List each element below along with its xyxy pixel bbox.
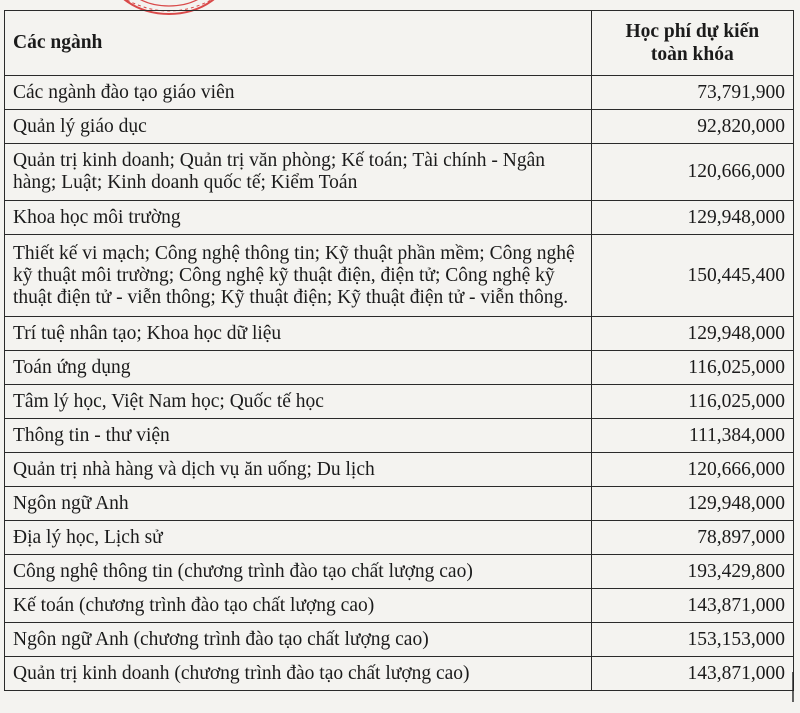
table-row — [5, 385, 794, 419]
fee-cell: 78,897,000 — [591, 521, 793, 555]
fee-cell: 150,445,400 — [591, 235, 793, 317]
table-row — [5, 521, 794, 555]
table-row — [5, 110, 794, 144]
edge-mark — [792, 672, 800, 702]
fee-cell: 120,666,000 — [591, 144, 793, 201]
fee-cell: 129,948,000 — [591, 317, 793, 351]
table-row — [5, 487, 794, 521]
fee-cell: 120,666,000 — [591, 453, 793, 487]
fee-cell: 153,153,000 — [591, 623, 793, 657]
major-cell: Quản trị kinh doanh; Quản trị văn phòng; Kế toán; Tài chính - Ngân hàng; Luật; Kinh doanh quốc tế; Kiểm Toán — [5, 144, 592, 201]
major-cell: Quản trị nhà hàng và dịch vụ ăn uống; Du lịch — [5, 453, 592, 487]
table-row — [5, 589, 794, 623]
fee-cell: 111,384,000 — [591, 419, 793, 453]
fee-cell: 143,871,000 — [591, 589, 793, 623]
column-header-fee — [591, 11, 793, 76]
fee-cell: 92,820,000 — [591, 110, 793, 144]
major-cell: Thông tin - thư viện — [5, 419, 592, 453]
fee-cell: 129,948,000 — [591, 201, 793, 235]
fee-cell: 129,948,000 — [591, 487, 793, 521]
major-cell: Các ngành đào tạo giáo viên — [5, 76, 592, 110]
table-row — [5, 657, 794, 691]
table-row — [5, 76, 794, 110]
table-header-row — [5, 11, 794, 76]
fee-cell: 143,871,000 — [591, 657, 793, 691]
table-row — [5, 201, 794, 235]
table-row — [5, 419, 794, 453]
fee-cell: 193,429,800 — [591, 555, 793, 589]
fee-cell: 116,025,000 — [591, 385, 793, 419]
table-row — [5, 623, 794, 657]
fee-header-line2: toàn khóa — [650, 44, 734, 65]
fee-cell: 73,791,900 — [591, 76, 793, 110]
table-row — [5, 351, 794, 385]
tuition-fee-table — [4, 10, 794, 691]
major-cell: Quản lý giáo dục — [5, 110, 592, 144]
major-cell: Khoa học môi trường — [5, 201, 592, 235]
major-cell: Quản trị kinh doanh (chương trình đào tạo chất lượng cao) — [5, 657, 592, 691]
major-cell: Toán ứng dụng — [5, 351, 592, 385]
table-row — [5, 235, 794, 317]
major-cell: Công nghệ thông tin (chương trình đào tạo chất lượng cao) — [5, 555, 592, 589]
table-row — [5, 555, 794, 589]
table-row — [5, 453, 794, 487]
major-cell: Tâm lý học, Việt Nam học; Quốc tế học — [5, 385, 592, 419]
table-row — [5, 317, 794, 351]
major-cell: Địa lý học, Lịch sử — [5, 521, 592, 555]
major-cell: Thiết kế vi mạch; Công nghệ thông tin; Kỹ thuật phần mềm; Công nghệ kỹ thuật môi trường; Công nghệ kỹ thuật điện, điện tử; Công nghệ kỹ thuật điện tử - viễn thông; Kỹ thuật điện; Kỹ thuật điện tử - viễn thông. — [5, 235, 592, 317]
major-cell: Kế toán (chương trình đào tạo chất lượng cao) — [5, 589, 592, 623]
column-header-major: Các ngành — [5, 11, 592, 76]
major-cell: Ngôn ngữ Anh (chương trình đào tạo chất lượng cao) — [5, 623, 592, 657]
major-cell: Ngôn ngữ Anh — [5, 487, 592, 521]
major-cell: Trí tuệ nhân tạo; Khoa học dữ liệu — [5, 317, 592, 351]
table-row — [5, 144, 794, 201]
fee-header-line1: Học phí dự kiến — [625, 21, 760, 42]
fee-cell: 116,025,000 — [591, 351, 793, 385]
